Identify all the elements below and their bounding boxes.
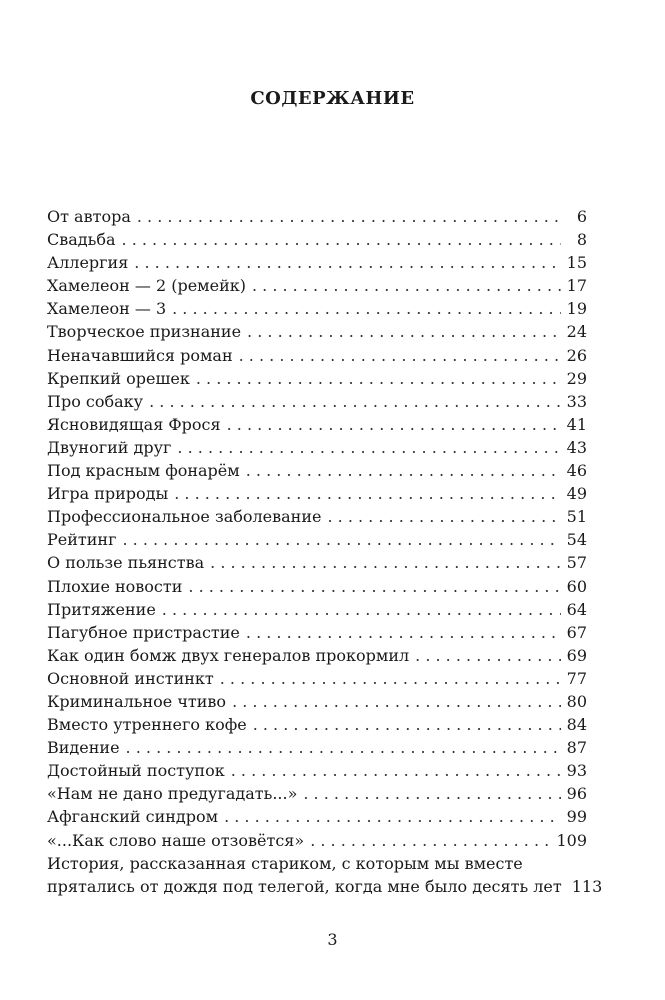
dot-leader [227,413,561,436]
toc-entry-page: 24 [566,322,587,342]
toc-entry-page: 64 [566,599,587,619]
toc-entry-line2 [47,875,603,898]
toc-entry [47,390,587,413]
toc-entry-page: 33 [566,391,587,411]
toc-entry-page: 8 [576,230,587,250]
toc-entry-title: «...Как слово наше отзовётся» [47,830,305,850]
toc-entry [47,759,587,782]
dot-leader [252,274,561,297]
toc-entry-title: Крепкий орешек [47,368,190,388]
toc-entry [47,320,587,343]
page-number: 3 [327,930,338,949]
toc-entry-title: Достойный поступок [47,761,225,781]
dot-leader [246,621,561,644]
dot-leader [210,551,561,574]
toc-entry [47,736,587,759]
dot-leader [310,829,552,852]
dot-leader [162,598,561,621]
dot-leader [220,667,561,690]
toc-entry-page: 17 [566,276,587,296]
dot-leader [247,320,561,343]
toc-entry [47,690,587,713]
toc-entry [47,644,587,667]
dot-leader [239,344,561,367]
dot-leader [134,251,561,274]
toc-entry-title-line1: История, рассказанная стариком, с которым мы вместе [47,853,523,873]
toc-entry [47,551,587,574]
dot-leader [122,228,561,251]
toc-entry-page: 49 [566,484,587,504]
dot-leader [188,575,561,598]
toc-entry-title: Под красным фонарём [47,461,240,481]
toc-entry-title: Хамелеон — 2 (ремейк) [47,276,246,296]
toc-entry-title: Неначавшийся роман [47,345,233,365]
toc-entry-page: 15 [566,253,587,273]
toc-entry-page: 41 [566,414,587,434]
toc-entry-page: 96 [566,784,587,804]
page-title: СОДЕРЖАНИЕ [250,88,415,109]
toc-entry-page: 19 [566,299,587,319]
toc-entry [47,528,587,551]
toc-entry-page: 80 [566,691,587,711]
toc-entry-page: 69 [566,645,587,665]
toc-entry-page: 113 [571,876,603,896]
toc-entry [47,713,587,736]
toc-entry [47,367,587,390]
toc-entry-page: 6 [576,207,587,226]
dot-leader [126,736,561,759]
dot-leader [177,436,561,459]
toc-entry [47,344,587,367]
toc-entry-title: От автора [47,207,131,226]
toc-entry-title: О пользе пьянства [47,553,205,573]
toc-entry-page: 60 [566,576,587,596]
toc-entry-page: 51 [566,507,587,527]
dot-leader [415,644,561,667]
dot-leader [196,367,561,390]
toc-entry-title: Видение [47,738,120,758]
toc-entry [47,251,587,274]
dot-leader [224,805,561,828]
dot-leader [303,782,561,805]
toc-entry-title: Рейтинг [47,530,117,550]
dot-leader [122,528,561,551]
toc-entry-page: 67 [566,622,587,642]
toc-entry-title: Основной инстинкт [47,668,214,688]
toc-entry-page: 93 [566,761,587,781]
toc-entry-title: Свадьба [47,230,116,250]
toc-entry-title: Притяжение [47,599,156,619]
toc-entry [47,621,587,644]
toc-entry-title: Аллергия [47,253,129,273]
toc-entry-title: Пагубное пристрастие [47,622,240,642]
table-of-contents [47,205,603,898]
toc-entry-title: Афганский синдром [47,807,219,827]
dot-leader [174,482,561,505]
dot-leader [232,690,561,713]
toc-entry [47,575,587,598]
dot-leader [231,759,561,782]
toc-entry [47,805,587,828]
toc-entry [47,274,587,297]
toc-entry-page: 43 [566,437,587,457]
toc-entry-page: 109 [556,830,587,850]
toc-entry-title: Про собаку [47,391,144,411]
toc-entry-page: 26 [566,345,587,365]
toc-entry-title: Плохие новости [47,576,183,596]
toc-entry-page: 46 [566,461,587,481]
toc-entry-title: Игра природы [47,484,169,504]
toc-entry [47,667,587,690]
toc-entry-multiline [47,852,603,898]
toc-entry [47,459,587,482]
toc-entry-page: 57 [566,553,587,573]
toc-entry-page: 99 [566,807,587,827]
dot-leader [172,297,561,320]
toc-entry [47,436,587,459]
toc-entry [47,413,587,436]
dot-leader [253,713,561,736]
dot-leader [246,459,561,482]
toc-entry-page: 87 [566,738,587,758]
dot-leader [149,390,561,413]
toc-entry [47,482,587,505]
dot-leader [137,205,561,228]
toc-entry [47,829,587,852]
toc-entry-title: Криминальное чтиво [47,691,227,711]
toc-entry-title: Творческое признание [47,322,242,342]
toc-entry-title: «Нам не дано предугадать...» [47,784,298,804]
dot-leader [327,505,561,528]
toc-entry-page: 77 [566,668,587,688]
toc-entry [47,297,587,320]
toc-entry-title: Как один бомж двух генералов прокормил [47,645,410,665]
toc-entry-page: 54 [566,530,587,550]
toc-entry-title: Хамелеон — 3 [47,299,167,319]
toc-entry-title: Двуногий друг [47,437,172,457]
toc-entry-title: Вместо утреннего кофе [47,715,247,735]
toc-entry [47,228,587,251]
toc-entry [47,205,587,228]
toc-entry-title: Ясновидящая Фрося [47,414,221,434]
toc-entry-page: 84 [566,715,587,735]
toc-entry-page: 29 [566,368,587,388]
toc-entry-title: Профессиональное заболевание [47,507,322,527]
toc-entry [47,505,587,528]
toc-entry-title-line2: прятались от дождя под телегой, когда мне было десять лет [47,876,562,896]
toc-entry [47,598,587,621]
toc-entry [47,782,587,805]
